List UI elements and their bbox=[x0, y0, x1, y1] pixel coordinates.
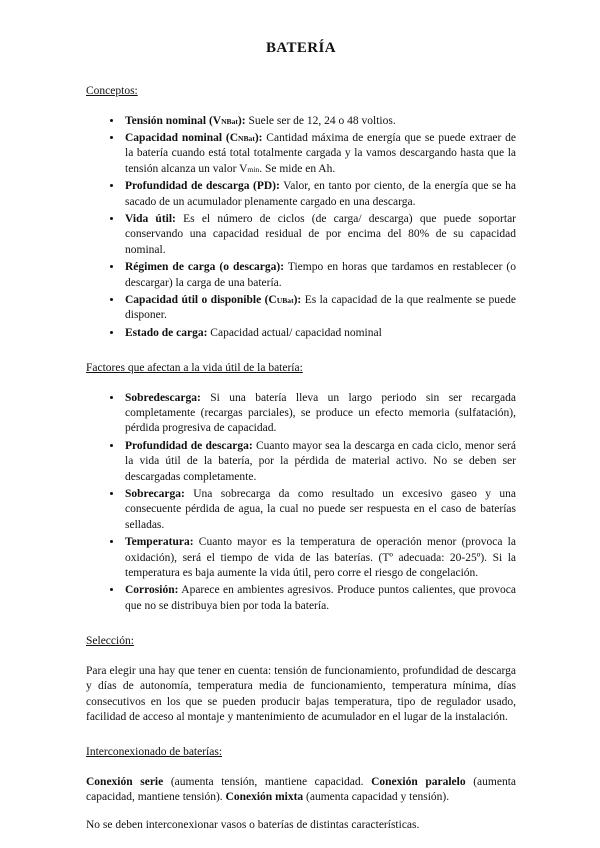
text-run: (aumenta capacidad y tensión). bbox=[303, 791, 450, 804]
text-run: Aparece en ambientes agresivos. Produce puntos calientes, que provoca que no se distribuya bien por toda la batería. bbox=[125, 584, 516, 612]
text-run: NBat bbox=[221, 116, 238, 126]
text-run: ): bbox=[293, 293, 302, 306]
bullet-item bbox=[123, 487, 516, 533]
bullet-item bbox=[123, 535, 516, 581]
bullet-item bbox=[123, 179, 516, 210]
text-run: Vida útil: bbox=[125, 212, 176, 225]
text-run: Para elegir una hay que tener en cuenta: tensión de funcionamiento, profundidad de descarga y días de autonomía, temperatura media de funcionamiento, temperatura mínima, días consecutivos en los que se pueden producir bajas temperatura, tipo de regulador usado, facilidad de acceso al montaje y mantenimiento de acumulador en el lugar de la instalación. bbox=[86, 664, 516, 723]
text-run: Valor, en tanto por ciento, de la energía que se ha sacado de un acumulador plenamente cargado en una descarga. bbox=[125, 180, 516, 208]
text-run: UBat bbox=[276, 295, 294, 305]
bullet-item bbox=[123, 131, 516, 177]
text-run: Una sobrecarga da como resultado un excesivo gaseo y una consecuente pérdida de agua, la cual no puede ser respuesta en el caso de baterías selladas. bbox=[125, 488, 516, 531]
text-run: Suele ser de 12, 24 o 48 voltios. bbox=[245, 114, 396, 127]
paragraph-tipos-conexion bbox=[86, 775, 516, 806]
text-run: Si una batería lleva un largo periodo sin ser recargada completamente (recargas parciales), se produce un efecto memoria (sulfatación), pérdida progresiva de capacidad. bbox=[125, 391, 516, 435]
text-run: Profundidad de descarga (PD): bbox=[125, 180, 280, 193]
text-run: Capacidad actual/ capacidad nominal bbox=[207, 326, 382, 339]
text-run: NBat bbox=[238, 133, 255, 143]
bullet-item bbox=[123, 293, 516, 324]
bullet-item bbox=[123, 391, 516, 437]
text-run: Sobredescarga: bbox=[125, 391, 201, 404]
text-run: Tensión nominal (V bbox=[125, 114, 222, 127]
list-factores bbox=[86, 391, 516, 615]
bullet-item bbox=[123, 326, 516, 341]
text-run: ): bbox=[237, 114, 246, 127]
text-run: Conexión mixta bbox=[225, 791, 304, 804]
text-run: Estado de carga: bbox=[125, 326, 208, 339]
text-run: Cantidad máxima de energía que se puede extraer de la batería cuando está total totalmente cargada y la vamos descargando hasta que la tensión alcanza un valor V bbox=[125, 131, 516, 175]
paragraph-seleccion bbox=[86, 664, 516, 726]
text-run: Corrosión: bbox=[125, 584, 179, 597]
text-run: ): bbox=[254, 131, 263, 144]
bullet-item bbox=[123, 114, 516, 129]
heading-seleccion: Selección: bbox=[86, 635, 134, 648]
heading-conceptos: Conceptos: bbox=[86, 85, 138, 98]
text-run: No se deben interconexionar vasos o baterías de distintas características. bbox=[86, 818, 420, 831]
text-run: Es el número de ciclos (de carga/ descarga) que puede soportar conservando una capacidad residual de por encima del 80% de su capacidad nominal. bbox=[125, 212, 516, 256]
heading-factores: Factores que afectan a la vida útil de la batería: bbox=[86, 362, 303, 375]
text-run: . Se mide en Ah. bbox=[259, 162, 336, 175]
document-title: BATERÍA bbox=[265, 40, 337, 56]
text-run: Cuanto mayor es la temperatura de operación menor (provoca la oxidación), será el tiempo de vida de las baterías. (Tº adecuada: 20-25º). Si la temperatura es baja aumente la vida útil, pero corre el riesgo de congelación. bbox=[125, 536, 516, 580]
text-run: Tiempo en horas que tardamos en restablecer (o descargar) la carga de una batería. bbox=[125, 261, 516, 289]
text-run: Temperatura: bbox=[125, 536, 194, 549]
text-run: (aumenta tensión, mantiene capacidad. bbox=[163, 775, 372, 788]
text-run: Capacidad nominal (C bbox=[125, 131, 238, 144]
text-run: min bbox=[247, 164, 260, 174]
bullet-item bbox=[123, 260, 516, 291]
text-run: Régimen de carga (o descarga): bbox=[125, 261, 285, 274]
bullet-item bbox=[123, 439, 516, 485]
text-run: Profundidad de descarga: bbox=[125, 439, 253, 452]
heading-interconexionado: Interconexionado de baterías: bbox=[86, 746, 223, 759]
text-run: Conexión serie bbox=[86, 775, 164, 788]
bullet-item bbox=[123, 212, 516, 258]
paragraph-no-interconexionar bbox=[86, 818, 516, 833]
list-conceptos bbox=[86, 114, 516, 342]
text-run: Conexión paralelo bbox=[371, 775, 466, 788]
text-run: Capacidad útil o disponible (C bbox=[125, 293, 277, 306]
text-run: Cuanto mayor sea la descarga en cada ciclo, menor será la vida útil de la batería, por la pérdida de material activo. No se deben ser descargadas completamente. bbox=[125, 439, 516, 483]
bullet-item bbox=[123, 583, 516, 614]
text-run: Sobrecarga: bbox=[125, 488, 185, 501]
text-run: (aumenta capacidad, mantiene tensión). bbox=[86, 775, 516, 804]
text-run: Es la capacidad de la que realmente se puede disponer. bbox=[125, 293, 516, 322]
